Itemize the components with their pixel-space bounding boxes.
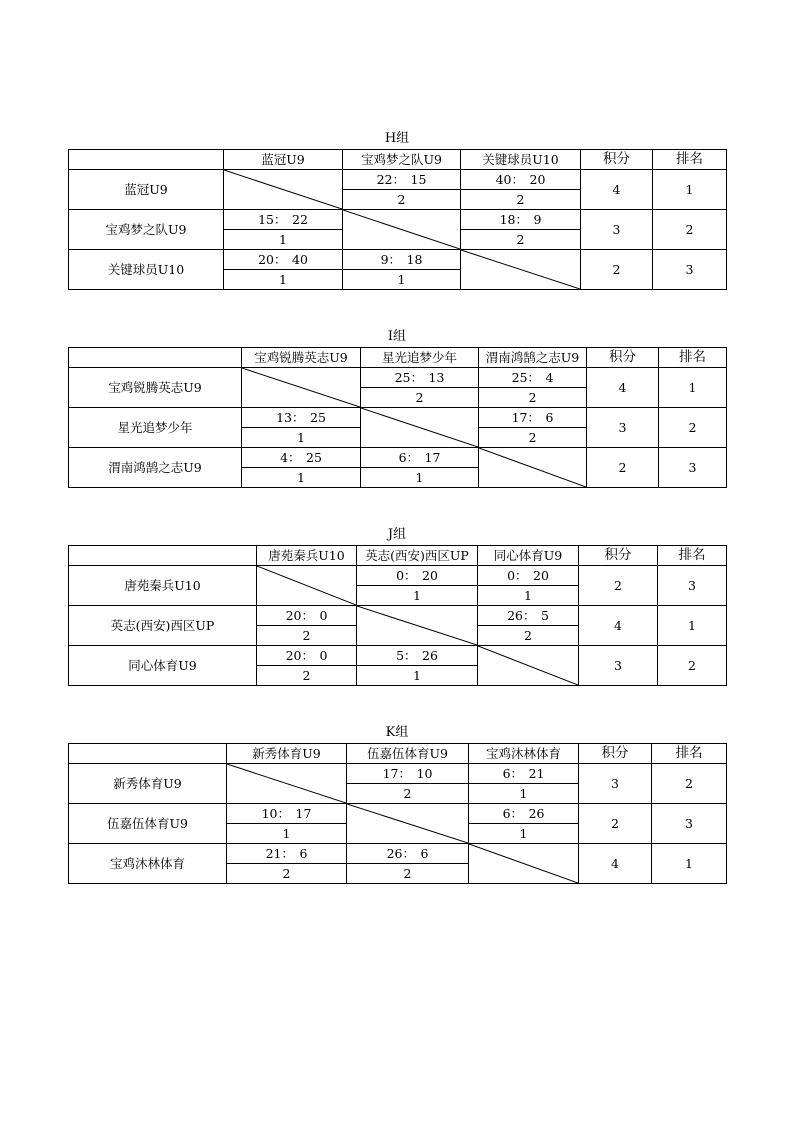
- score-away: 13: [428, 370, 445, 385]
- column-header-team: 渭南鸿鹄之志U9: [479, 348, 587, 368]
- diagonal-line: [343, 210, 460, 249]
- score-away: 40: [292, 252, 308, 267]
- match-points-cell: 2: [347, 784, 469, 804]
- match-score-cell: [461, 170, 581, 190]
- match-points-cell: 2: [347, 864, 469, 884]
- column-header-team: 宝鸡沐林体育: [469, 744, 579, 764]
- match-score-cell: [461, 210, 581, 230]
- match-score-cell: [257, 646, 357, 666]
- rank-cell: 2: [659, 408, 727, 448]
- score-separator: ：: [510, 766, 524, 781]
- match-points-cell: 2: [257, 666, 357, 686]
- score-home: 5: [396, 648, 405, 663]
- column-header-rank: 排名: [652, 744, 727, 764]
- total-points-cell: 3: [587, 408, 659, 448]
- row-team-name: 唐苑秦兵U10: [69, 566, 257, 606]
- score-away: 20: [529, 172, 546, 187]
- match-points-cell: 1: [343, 270, 461, 290]
- row-team-name: 渭南鸿鹄之志U9: [69, 448, 242, 488]
- total-points-cell: 3: [579, 646, 658, 686]
- diagonal-line: [361, 408, 478, 447]
- rank-cell: 3: [652, 804, 727, 844]
- rank-cell: 3: [658, 566, 727, 606]
- column-header-team: 伍嘉伍体育U9: [347, 744, 469, 764]
- score-away: 20: [422, 568, 438, 583]
- match-score-cell: [469, 764, 579, 784]
- column-header-team: 同心体育U9: [478, 546, 579, 566]
- score-home: 26: [386, 846, 403, 861]
- score-home: 6: [502, 806, 511, 821]
- header-row: [69, 348, 727, 368]
- match-score-cell: [357, 646, 478, 666]
- score-away: 6: [420, 846, 429, 861]
- match-points-cell: 2: [257, 626, 357, 646]
- row-team-name: 伍嘉伍体育U9: [69, 804, 227, 844]
- score-home: 25: [511, 370, 528, 385]
- total-points-cell: 2: [579, 804, 652, 844]
- column-header-team: 新秀体育U9: [227, 744, 347, 764]
- table-row: [69, 408, 727, 428]
- score-home: 6: [502, 766, 511, 781]
- row-team-name: 英志(西安)西区UP: [69, 606, 257, 646]
- match-score-cell: [357, 566, 478, 586]
- total-points-cell: 2: [581, 250, 653, 290]
- match-points-cell: 2: [479, 428, 587, 448]
- header-row: [69, 150, 727, 170]
- diagonal-line: [224, 170, 342, 209]
- self-match-cell: [361, 408, 479, 448]
- match-points-cell: 2: [461, 230, 581, 250]
- rank-cell: 3: [653, 250, 727, 290]
- score-away: 4: [545, 370, 554, 385]
- score-separator: ：: [388, 252, 402, 267]
- total-points-cell: 3: [581, 210, 653, 250]
- match-score-cell: [479, 368, 587, 388]
- total-points-cell: 3: [579, 764, 652, 804]
- column-header-points: 积分: [579, 744, 652, 764]
- diagonal-line: [257, 566, 356, 605]
- column-header-team: 关键球员U10: [461, 150, 581, 170]
- match-points-cell: 1: [224, 270, 343, 290]
- score-home: 4: [280, 450, 289, 465]
- group-title: J组: [387, 527, 407, 542]
- column-header-team: 星光追梦少年: [361, 348, 479, 368]
- group-block: [68, 129, 726, 290]
- score-separator: ：: [301, 648, 314, 663]
- score-home: 20: [285, 608, 302, 623]
- score-home: 0: [507, 568, 516, 583]
- row-team-name: 宝鸡锐腾英志U9: [69, 368, 242, 408]
- score-home: 10: [261, 806, 278, 821]
- score-away: 18: [406, 252, 423, 267]
- score-separator: ：: [406, 450, 420, 465]
- rank-cell: 2: [653, 210, 727, 250]
- standings-table: [68, 545, 727, 686]
- match-score-cell: [227, 804, 347, 824]
- match-score-cell: [478, 566, 579, 586]
- row-team-name: 星光追梦少年: [69, 408, 242, 448]
- self-match-cell: [343, 210, 461, 250]
- match-points-cell: 1: [478, 586, 579, 606]
- score-separator: ：: [274, 212, 287, 227]
- match-points-cell: 1: [224, 230, 343, 250]
- match-score-cell: [343, 250, 461, 270]
- rank-cell: 3: [659, 448, 727, 488]
- group-block: [68, 525, 726, 686]
- score-separator: ：: [511, 172, 525, 187]
- diagonal-line: [347, 804, 468, 843]
- rank-cell: 1: [653, 170, 727, 210]
- row-team-name: 新秀体育U9: [69, 764, 227, 804]
- match-score-cell: [242, 448, 361, 468]
- header-row: [69, 546, 727, 566]
- column-header-team: 宝鸡梦之队U9: [343, 150, 461, 170]
- total-points-cell: 2: [579, 566, 658, 606]
- total-points-cell: 4: [587, 368, 659, 408]
- score-away: 0: [319, 608, 328, 623]
- total-points-cell: 4: [581, 170, 653, 210]
- score-away: 0: [319, 648, 328, 663]
- group-title: I组: [387, 329, 407, 344]
- score-away: 5: [540, 608, 549, 623]
- self-match-cell: [347, 804, 469, 844]
- column-header-points: 积分: [587, 348, 659, 368]
- match-score-cell: [347, 844, 469, 864]
- score-home: 25: [394, 370, 411, 385]
- match-points-cell: 2: [227, 864, 347, 884]
- score-home: 20: [285, 648, 302, 663]
- group-title: K组: [385, 725, 409, 740]
- score-away: 20: [533, 568, 549, 583]
- score-away: 26: [422, 648, 438, 663]
- score-home: 26: [507, 608, 523, 623]
- row-team-name: 宝鸡沐林体育: [69, 844, 227, 884]
- match-score-cell: [227, 844, 347, 864]
- score-home: 13: [276, 410, 292, 425]
- table-row: [69, 844, 727, 864]
- score-separator: ：: [522, 608, 536, 623]
- header-row: [69, 744, 727, 764]
- score-separator: ：: [292, 410, 305, 425]
- score-separator: ：: [515, 568, 528, 583]
- match-points-cell: 1: [227, 824, 347, 844]
- match-score-cell: [343, 170, 461, 190]
- match-points-cell: 1: [357, 586, 478, 606]
- self-match-cell: [224, 170, 343, 210]
- match-score-cell: [478, 606, 579, 626]
- score-away: 25: [310, 410, 326, 425]
- score-home: 40: [495, 172, 512, 187]
- rank-cell: 2: [652, 764, 727, 804]
- self-match-cell: [227, 764, 347, 804]
- score-home: 0: [396, 568, 405, 583]
- match-score-cell: [347, 764, 469, 784]
- match-points-cell: 1: [361, 468, 479, 488]
- column-header-rank: 排名: [659, 348, 727, 368]
- diagonal-line: [227, 764, 346, 803]
- rank-cell: 2: [658, 646, 727, 686]
- match-points-cell: 1: [469, 824, 579, 844]
- score-separator: ：: [392, 172, 406, 187]
- match-points-cell: 1: [357, 666, 478, 686]
- corner-cell: [69, 546, 257, 566]
- match-score-cell: [361, 448, 479, 468]
- score-separator: ：: [410, 370, 424, 385]
- match-score-cell: [361, 368, 479, 388]
- group-block: [68, 327, 726, 488]
- standings-table: [68, 347, 727, 488]
- self-match-cell: [461, 250, 581, 290]
- match-points-cell: 1: [242, 428, 361, 448]
- match-points-cell: 1: [242, 468, 361, 488]
- total-points-cell: 4: [579, 844, 652, 884]
- table-row: [69, 764, 727, 784]
- table-row: [69, 368, 727, 388]
- score-away: 22: [292, 212, 308, 227]
- score-away: 17: [295, 806, 312, 821]
- score-separator: ：: [404, 568, 417, 583]
- column-header-rank: 排名: [658, 546, 727, 566]
- corner-cell: [69, 150, 224, 170]
- score-home: 18: [499, 212, 516, 227]
- column-header-team: 英志(西安)西区UP: [357, 546, 478, 566]
- diagonal-line: [479, 448, 586, 487]
- table-row: [69, 566, 727, 586]
- score-home: 17: [511, 410, 528, 425]
- diagonal-line: [461, 250, 580, 289]
- total-points-cell: 4: [579, 606, 658, 646]
- table-row: [69, 606, 727, 626]
- diagonal-line: [357, 606, 477, 645]
- diagonal-line: [242, 368, 360, 407]
- match-score-cell: [224, 250, 343, 270]
- match-score-cell: [479, 408, 587, 428]
- match-score-cell: [469, 804, 579, 824]
- score-away: 17: [424, 450, 441, 465]
- match-score-cell: [224, 210, 343, 230]
- standings-table: [68, 149, 727, 290]
- row-team-name: 同心体育U9: [69, 646, 257, 686]
- score-away: 26: [528, 806, 545, 821]
- score-away: 6: [299, 846, 308, 861]
- row-team-name: 关键球员U10: [69, 250, 224, 290]
- match-points-cell: 2: [361, 388, 479, 408]
- score-separator: ：: [510, 806, 524, 821]
- table-row: [69, 804, 727, 824]
- table-row: [69, 250, 727, 270]
- match-points-cell: 2: [343, 190, 461, 210]
- row-team-name: 蓝冠U9: [69, 170, 224, 210]
- table-row: [69, 210, 727, 230]
- column-header-points: 积分: [579, 546, 658, 566]
- rank-cell: 1: [652, 844, 727, 884]
- diagonal-line: [478, 646, 578, 685]
- match-points-cell: 1: [469, 784, 579, 804]
- self-match-cell: [469, 844, 579, 884]
- self-match-cell: [478, 646, 579, 686]
- score-away: 10: [416, 766, 433, 781]
- column-header-rank: 排名: [653, 150, 727, 170]
- group-block: [68, 723, 726, 884]
- score-separator: ：: [398, 766, 412, 781]
- score-away: 25: [306, 450, 322, 465]
- score-away: 21: [528, 766, 545, 781]
- match-score-cell: [257, 606, 357, 626]
- rank-cell: 1: [659, 368, 727, 408]
- diagonal-line: [469, 844, 578, 883]
- corner-cell: [69, 744, 227, 764]
- score-home: 9: [380, 252, 389, 267]
- row-team-name: 宝鸡梦之队U9: [69, 210, 224, 250]
- score-home: 20: [258, 252, 274, 267]
- match-score-cell: [242, 408, 361, 428]
- score-home: 22: [376, 172, 393, 187]
- score-separator: ：: [527, 370, 540, 385]
- standings-table: [68, 743, 727, 884]
- match-points-cell: 2: [479, 388, 587, 408]
- score-separator: ：: [301, 608, 314, 623]
- table-row: [69, 170, 727, 190]
- match-points-cell: 2: [478, 626, 579, 646]
- column-header-points: 积分: [581, 150, 653, 170]
- score-separator: ：: [281, 846, 294, 861]
- self-match-cell: [357, 606, 478, 646]
- rank-cell: 1: [658, 606, 727, 646]
- match-points-cell: 2: [461, 190, 581, 210]
- self-match-cell: [257, 566, 357, 606]
- score-home: 17: [382, 766, 399, 781]
- self-match-cell: [479, 448, 587, 488]
- total-points-cell: 2: [587, 448, 659, 488]
- self-match-cell: [242, 368, 361, 408]
- score-away: 9: [533, 212, 542, 227]
- column-header-team: 宝鸡锐腾英志U9: [242, 348, 361, 368]
- column-header-team: 唐苑秦兵U10: [257, 546, 357, 566]
- table-row: [69, 448, 727, 468]
- table-row: [69, 646, 727, 666]
- score-away: 15: [410, 172, 427, 187]
- corner-cell: [69, 348, 242, 368]
- score-home: 15: [258, 212, 274, 227]
- score-separator: ：: [402, 846, 415, 861]
- score-away: 6: [545, 410, 554, 425]
- score-separator: ：: [288, 450, 301, 465]
- score-separator: ：: [274, 252, 287, 267]
- score-separator: ：: [277, 806, 291, 821]
- score-home: 6: [398, 450, 407, 465]
- score-separator: ：: [515, 212, 528, 227]
- score-separator: ：: [404, 648, 417, 663]
- score-separator: ：: [527, 410, 540, 425]
- group-title: H组: [384, 131, 410, 146]
- score-home: 21: [265, 846, 282, 861]
- column-header-team: 蓝冠U9: [224, 150, 343, 170]
